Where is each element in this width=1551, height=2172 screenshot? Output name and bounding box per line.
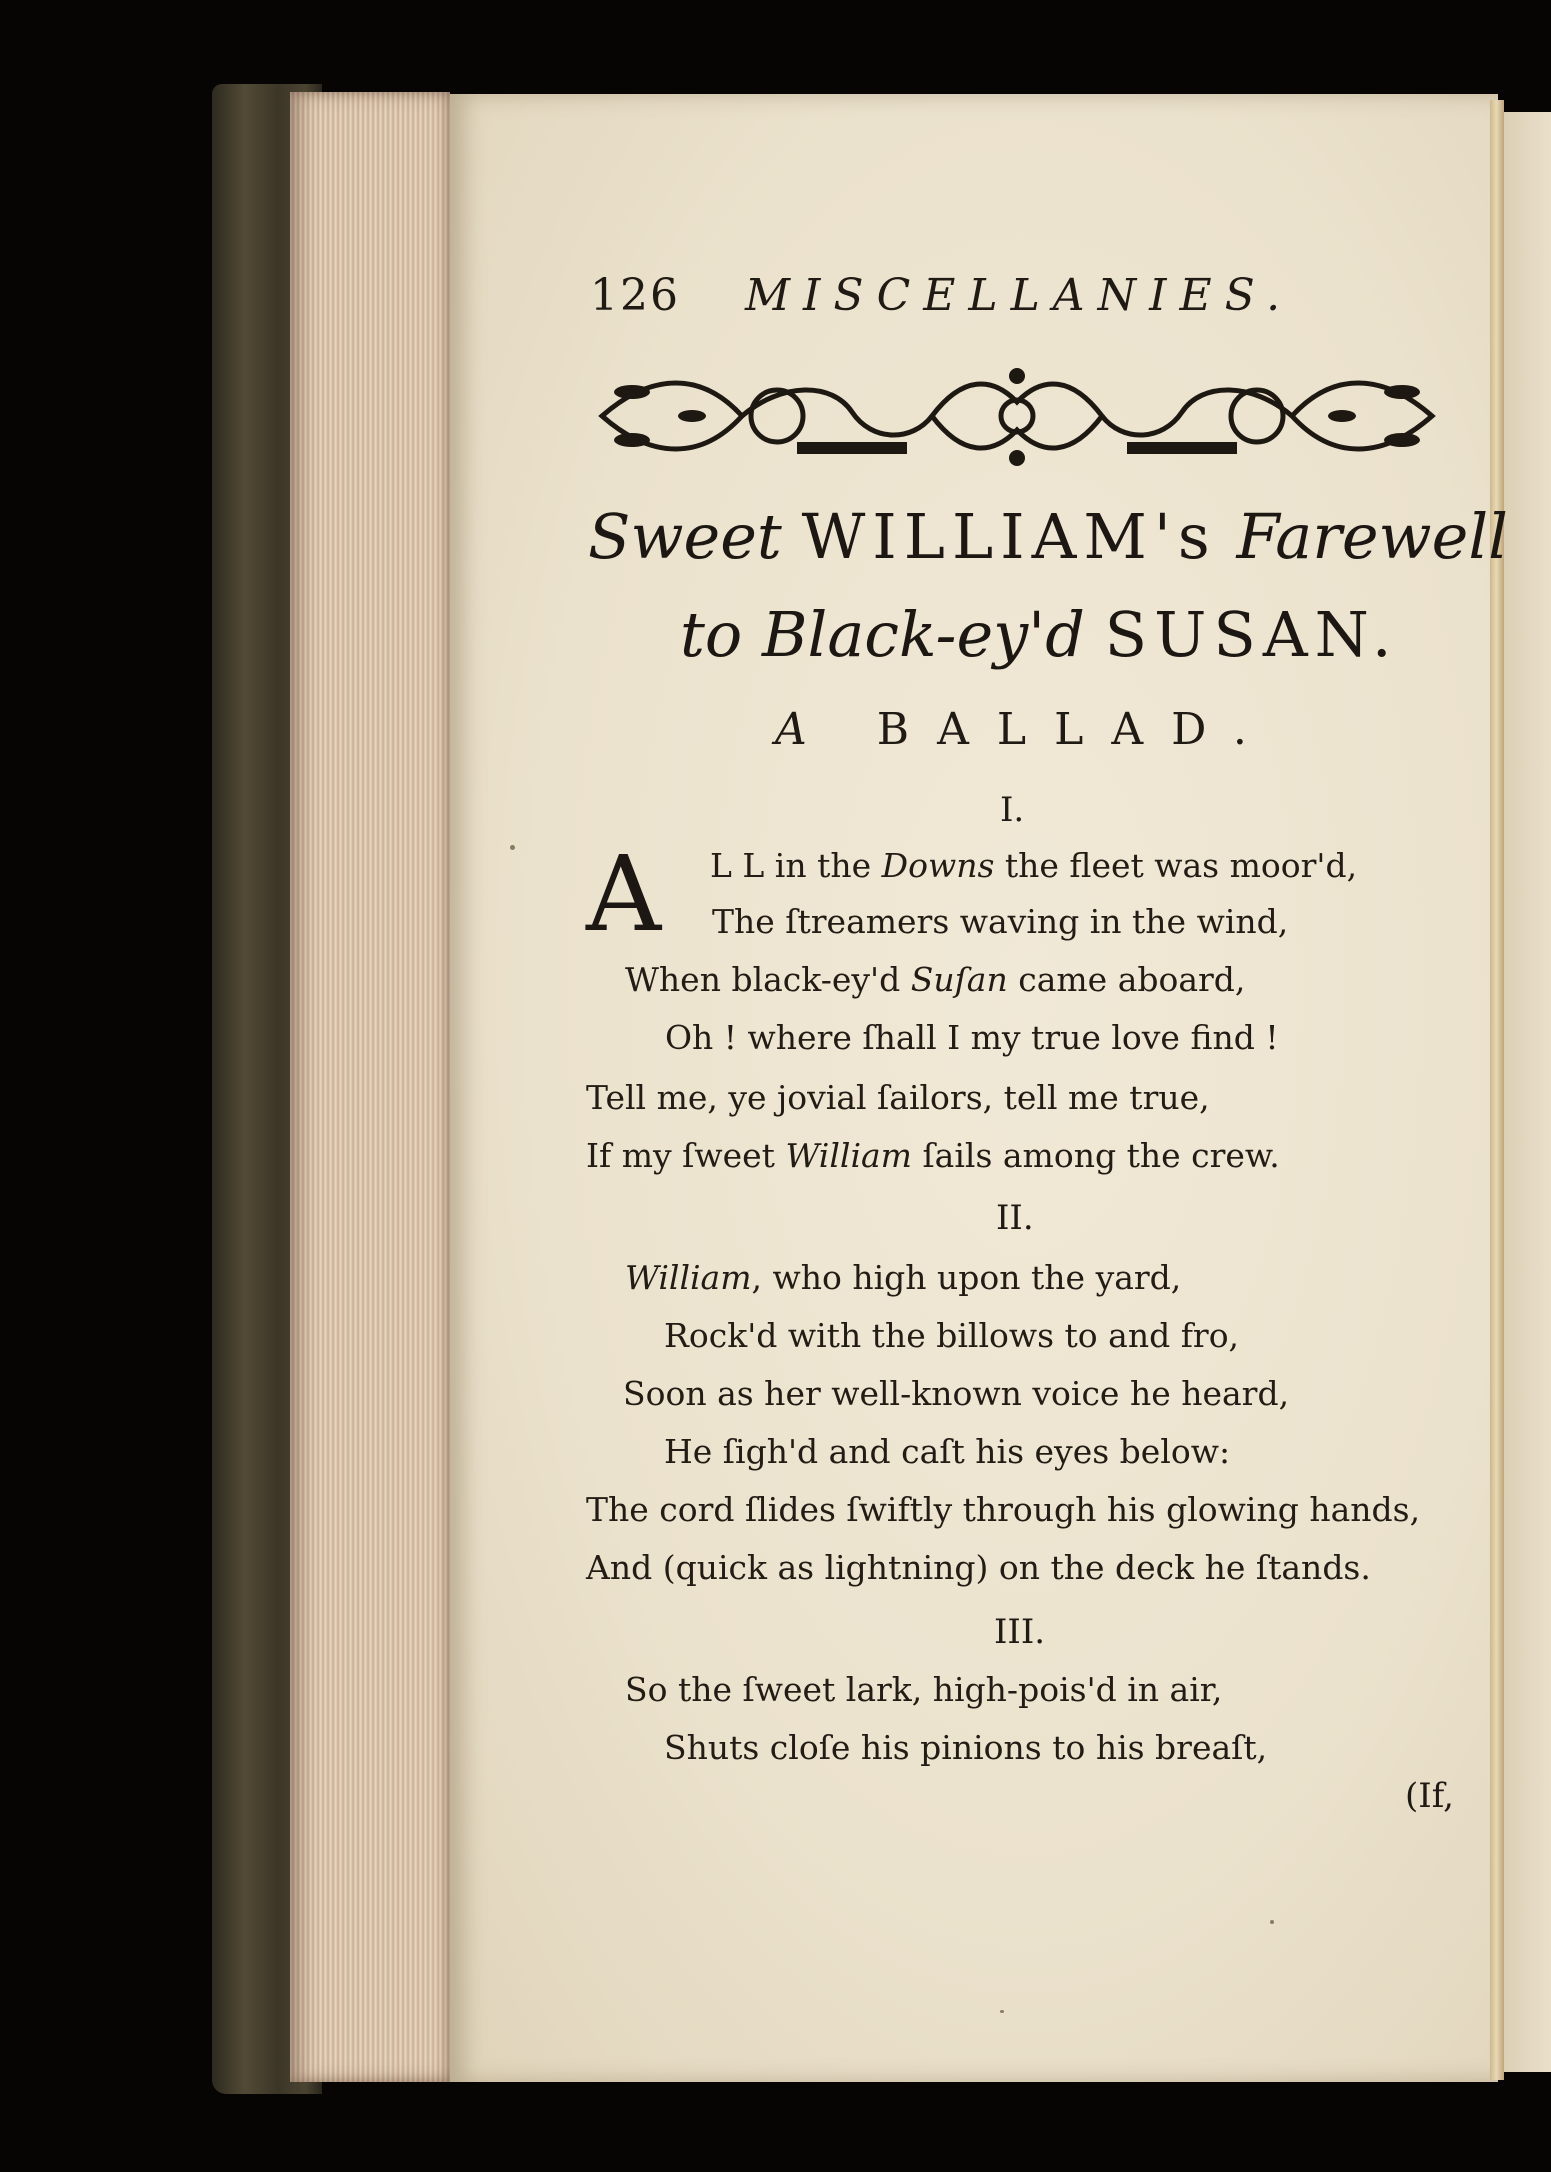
drop-cap: A: [586, 833, 662, 955]
stanza-numeral-1: I.: [1000, 790, 1025, 830]
right-page-edge: [1504, 112, 1551, 2072]
verse-line: L L in the Downs the fleet was moor'd,: [710, 846, 1358, 885]
stanza-numeral-3: III.: [994, 1612, 1046, 1652]
page-number: 126: [590, 270, 680, 321]
stanza-numeral-2: II.: [996, 1198, 1034, 1238]
paper-speck: [1000, 2010, 1004, 2013]
verse-line: Tell me, ye jovial ſailors, tell me true,: [586, 1078, 1210, 1117]
verse-line: Oh ! where ſhall I my true love find !: [665, 1018, 1279, 1057]
ballad-title-line-1: [588, 500, 1508, 573]
ballad-subtitle: [775, 704, 1275, 755]
verse-line: He ſigh'd and caſt his eyes below:: [664, 1432, 1231, 1471]
book-gutter: [1490, 100, 1504, 2080]
catchword: (If,: [1405, 1776, 1454, 1816]
title-sweet: Sweet: [588, 500, 782, 573]
title-susan: SUSAN.: [1104, 598, 1399, 671]
verse-line: And (quick as lightning) on the deck he ſtands.: [586, 1548, 1371, 1587]
verse-line: The ſtreamers waving in the wind,: [712, 902, 1289, 941]
verse-line: Shuts cloſe his pinions to his breaſt,: [664, 1728, 1268, 1767]
verse-line: The cord ſlides ſwiftly through his glowing hands,: [586, 1490, 1421, 1529]
verse-line: So the ſweet lark, high-pois'd in air,: [625, 1670, 1223, 1709]
verse-line: Rock'd with the billows to and fro,: [664, 1316, 1240, 1355]
subtitle-ballad: BALLAD.: [876, 704, 1275, 755]
ballad-title-line-2: [680, 598, 1400, 671]
page-edges: [290, 92, 450, 2082]
verse-line: When black-ey'd Suſan came aboard,: [625, 960, 1246, 999]
verse-line: William, who high upon the yard,: [625, 1258, 1182, 1297]
paper-speck: [1270, 1920, 1274, 1924]
subtitle-article: A: [775, 704, 835, 755]
running-header: [590, 270, 1350, 330]
verse-line: If my ſweet William ſails among the crew.: [586, 1136, 1280, 1175]
title-farewell: Farewell: [1236, 500, 1508, 573]
verse-line: Soon as her well-known voice he heard,: [623, 1374, 1290, 1413]
paper-speck: [510, 845, 515, 850]
headpiece-ornament: [592, 362, 1442, 470]
title-william: WILLIAM's: [801, 500, 1217, 573]
title-black-eyd: to Black-ey'd: [680, 598, 1085, 671]
running-title: MISCELLANIES.: [745, 270, 1294, 321]
